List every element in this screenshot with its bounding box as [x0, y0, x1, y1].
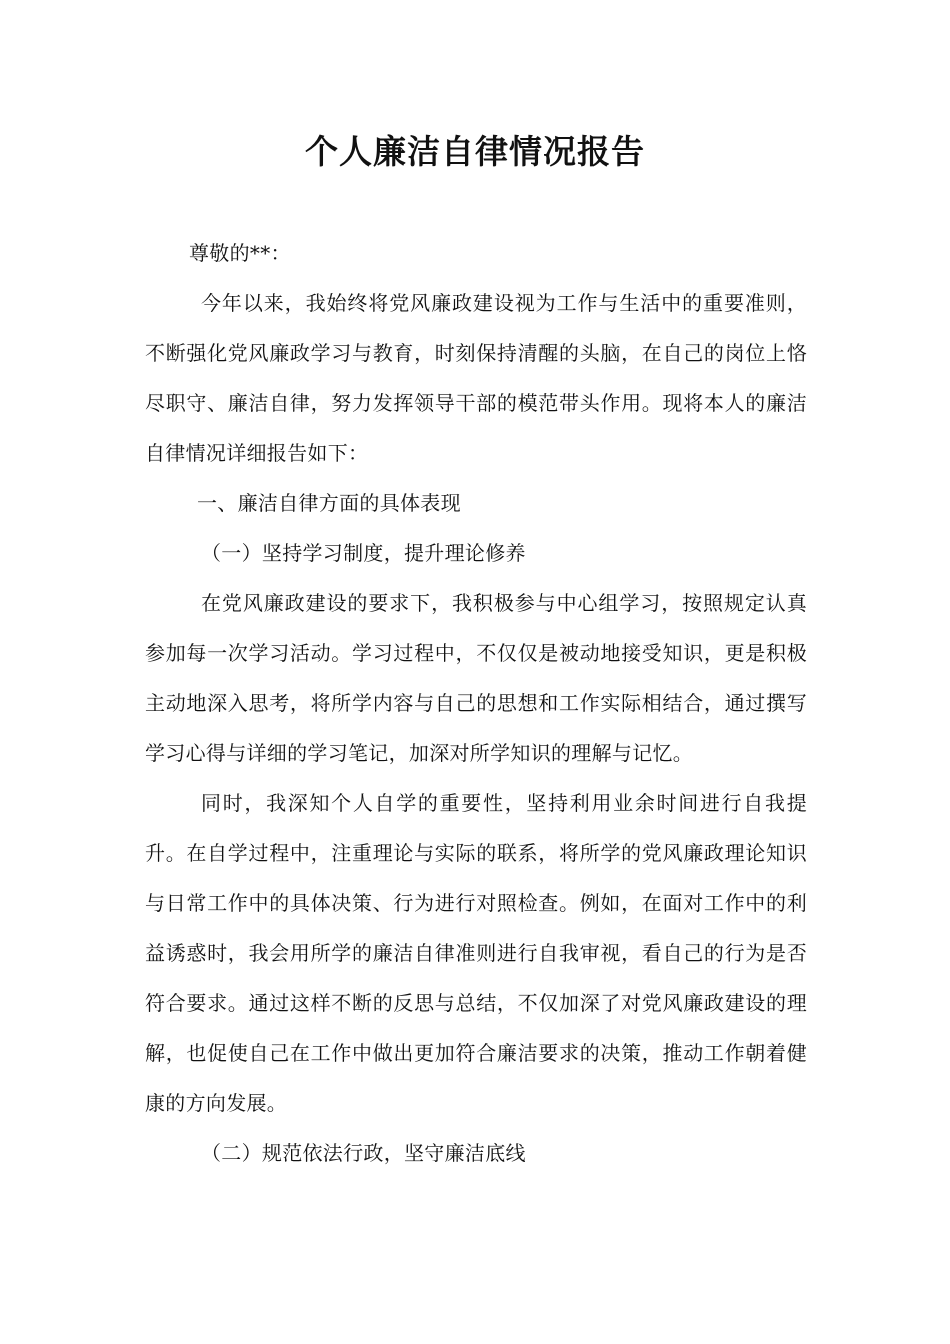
salutation: 尊敬的**： [189, 241, 291, 265]
body-paragraph: 同时，我深知个人自学的重要性，坚持利用业余时间进行自我提升。在自学过程中，注重理论与实际的联系，将所学的党风廉政理论知识与日常工作中的具体决策、行为进行对照检查。例如，在面对工作中的利益诱惑时，我会用所学的廉洁自律准则进行自我审视，看自己的行为是否符合要求。通过这样不断的反思与总结，不仅加深了对党风廉政建设的理解，也促使自己在工作中做出更加符合廉洁要求的决策，推动工作朝着健康的方向发展。 [145, 791, 807, 1115]
subsection-heading: （一）坚持学习制度，提升理论修养 [201, 541, 526, 565]
subsection-heading: （二）规范依法行政，坚守廉洁底线 [201, 1141, 526, 1165]
document-body [145, 228, 807, 1178]
body-paragraph: 在党风廉政建设的要求下，我积极参与中心组学习，按照规定认真参加每一次学习活动。学习过程中，不仅仅是被动地接受知识，更是积极主动地深入思考，将所学内容与自己的思想和工作实际相结合，通过撰写学习心得与详细的学习笔记，加深对所学知识的理解与记忆。 [145, 591, 807, 765]
intro-paragraph: 今年以来，我始终将党风廉政建设视为工作与生活中的重要准则，不断强化党风廉政学习与教育，时刻保持清醒的头脑，在自己的岗位上恪尽职守、廉洁自律，努力发挥领导干部的模范带头作用。现将本人的廉洁自律情况详细报告如下： [145, 291, 807, 465]
section-heading: 一、廉洁自律方面的具体表现 [197, 491, 461, 515]
page-title: 个人廉洁自律情况报告 [305, 132, 645, 171]
